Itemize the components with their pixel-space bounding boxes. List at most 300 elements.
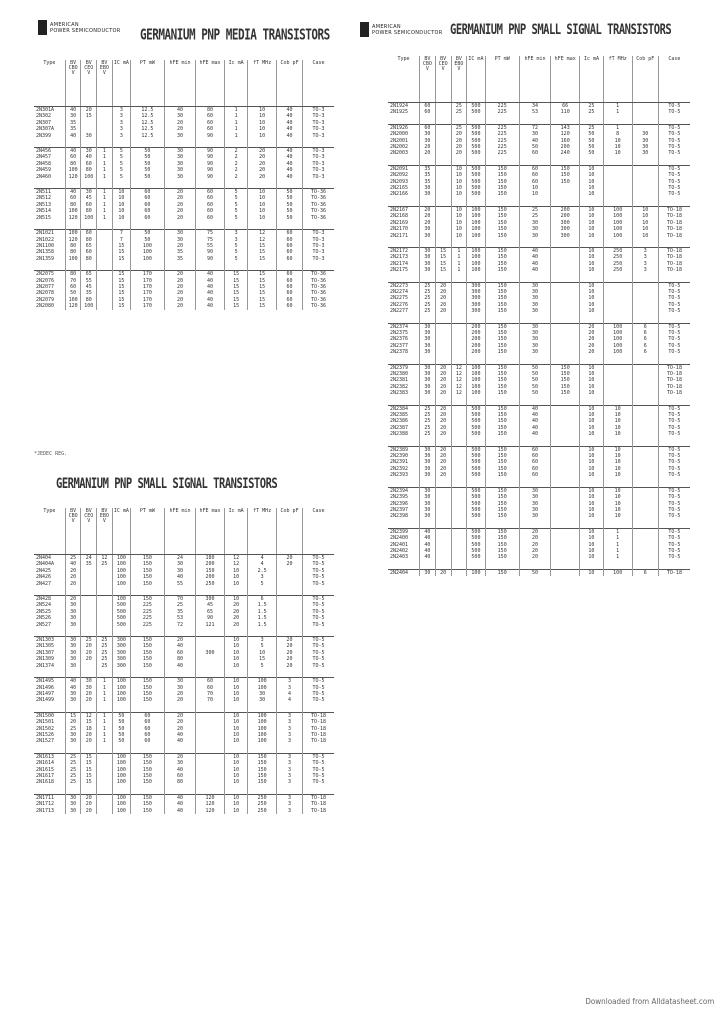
value-cell: 10 (224, 732, 247, 738)
gap-cell (467, 397, 485, 406)
value-cell (551, 282, 580, 289)
type-cell: 2N2401 (388, 542, 420, 548)
value-cell: 100 (81, 174, 97, 180)
value-cell: 2 (224, 174, 247, 180)
column-header: Type (34, 508, 65, 555)
gap-cell (277, 669, 303, 678)
value-cell: 10 (248, 133, 277, 139)
gap-cell (388, 479, 420, 488)
value-cell: 150 (130, 555, 164, 562)
group-gap (34, 786, 334, 795)
gap-cell (130, 180, 164, 189)
value-cell: 20 (580, 330, 604, 336)
value-cell: 1 (97, 208, 113, 214)
value-cell: 150 (130, 643, 164, 649)
value-cell: 150 (485, 267, 519, 273)
group-gap (34, 704, 334, 713)
value-cell: 200 (551, 213, 580, 219)
gap-cell (603, 315, 632, 324)
value-cell: 5 (112, 161, 130, 167)
gap-cell (658, 157, 690, 166)
value-cell: 150 (485, 542, 519, 548)
gap-cell (580, 520, 604, 529)
gap-cell (81, 786, 97, 795)
type-cell: 2N1926 (388, 124, 420, 131)
value-cell: TO-18 (666, 267, 682, 274)
value-cell: 100 (112, 767, 130, 773)
value-cell: 10 (632, 220, 658, 226)
column-header: BV CBO V (65, 60, 81, 107)
value-cell: 12.5 (130, 113, 164, 119)
value-cell: 100 (65, 256, 81, 262)
value-cell: 90 (196, 249, 225, 255)
value-cell: 35 (81, 290, 97, 296)
gap-cell (603, 479, 632, 488)
value-cell: TO-18 (666, 377, 682, 384)
value-cell: 100 (112, 753, 130, 760)
value-cell: 1 (97, 726, 113, 732)
value-cell: 500 (467, 418, 485, 424)
value-cell: 80 (81, 256, 97, 262)
value-cell: 6 (632, 569, 658, 576)
value-cell (97, 303, 113, 309)
value-cell: 15 (81, 773, 97, 779)
gap-cell (248, 587, 277, 596)
value-cell: 30 (420, 371, 436, 377)
type-cell: 2N526 (34, 615, 65, 621)
value-cell: 1 (224, 120, 247, 126)
gap-cell (277, 180, 303, 189)
value-cell: 20 (435, 472, 451, 478)
value-cell: 225 (130, 615, 164, 621)
group-gap (388, 479, 690, 488)
value-cell: 300 (112, 663, 130, 669)
value-cell: 53 (164, 615, 195, 621)
value-cell: 150 (130, 773, 164, 779)
table-row (388, 405, 690, 412)
value-cell: 25 (420, 308, 436, 314)
value-cell: 45 (81, 195, 97, 201)
gap-cell (34, 221, 65, 230)
value-cell: 15 (81, 767, 97, 773)
value-cell: 200 (467, 336, 485, 342)
column-header: BV CBO V (420, 56, 436, 103)
value-cell: 150 (485, 405, 519, 412)
value-cell: 30 (248, 691, 277, 697)
value-cell: 30 (65, 656, 81, 662)
value-cell: 100 (467, 261, 485, 267)
gap-cell (224, 180, 247, 189)
value-cell: 1.5 (248, 609, 277, 615)
value-cell: 60 (196, 208, 225, 214)
value-cell: 150 (485, 446, 519, 453)
type-cell: 2N2174 (388, 261, 420, 267)
value-cell: 20 (81, 107, 97, 114)
value-cell: 15 (248, 243, 277, 249)
value-cell: 1 (97, 154, 113, 160)
value-cell: 100 (65, 230, 81, 237)
value-cell: 100 (467, 226, 485, 232)
group-gap (34, 587, 334, 596)
gap-cell (451, 157, 467, 166)
value-cell: 40 (164, 107, 195, 114)
gap-cell (112, 139, 130, 148)
value-cell: 15 (112, 303, 130, 309)
value-cell: 150 (248, 773, 277, 779)
value-cell: 60 (130, 195, 164, 201)
gap-cell (658, 479, 690, 488)
value-cell: 40 (420, 554, 436, 560)
value-cell: 20 (65, 568, 81, 574)
gap-cell (519, 116, 551, 125)
gap-cell (277, 139, 303, 148)
value-cell: 10 (224, 568, 247, 574)
gap-cell (81, 745, 97, 754)
value-cell: 10 (451, 220, 467, 226)
gap-cell (34, 704, 65, 713)
value-cell: 30 (81, 133, 97, 139)
type-cell: 2N2383 (388, 390, 420, 396)
value-cell: TO-3 (312, 154, 325, 161)
column-header: Ic mA (224, 60, 247, 107)
type-cell: 2N2275 (388, 295, 420, 301)
value-cell: TO-5 (312, 690, 325, 697)
value-cell: 2 (224, 154, 247, 160)
gap-cell (485, 397, 519, 406)
value-cell: 150 (130, 581, 164, 587)
value-cell: TO-5 (668, 172, 681, 179)
gap-cell (388, 520, 420, 529)
value-cell (451, 446, 467, 453)
value-cell: 3 (277, 726, 303, 732)
value-cell: 10 (451, 206, 467, 213)
value-cell: 25 (580, 124, 604, 131)
gap-cell (580, 397, 604, 406)
column-header: BV EBO V (97, 508, 113, 555)
gap-cell (420, 520, 436, 529)
value-cell: 40 (420, 535, 436, 541)
gap-cell (277, 786, 303, 795)
value-cell (435, 323, 451, 330)
value-cell: 100 (467, 371, 485, 377)
value-cell: 200 (467, 323, 485, 330)
value-cell: 25 (164, 602, 195, 608)
type-cell: 2N2398 (388, 513, 420, 519)
column-header: fT MHz (603, 56, 632, 103)
value-cell: 10 (603, 472, 632, 478)
column-header: Case (658, 56, 690, 103)
value-cell: 100 (248, 719, 277, 725)
value-cell: 20 (580, 343, 604, 349)
value-cell: 10 (603, 446, 632, 453)
value-cell: 100 (65, 208, 81, 214)
value-cell: 20 (164, 243, 195, 249)
value-cell (551, 487, 580, 494)
gap-cell (551, 479, 580, 488)
value-cell: 60 (277, 249, 303, 255)
value-cell: 1 (97, 189, 113, 196)
value-cell: 150 (130, 760, 164, 766)
value-cell: 40 (519, 418, 551, 424)
value-cell: 500 (467, 453, 485, 459)
gap-cell (485, 315, 519, 324)
gap-cell (277, 704, 303, 713)
gap-cell (632, 397, 658, 406)
type-cell: 2N2379 (388, 364, 420, 371)
value-cell: 150 (485, 213, 519, 219)
value-cell: 20 (451, 150, 467, 156)
value-cell: 20 (580, 349, 604, 355)
value-cell: 20 (81, 656, 97, 662)
value-cell: 30 (519, 513, 551, 519)
value-cell: 150 (485, 569, 519, 576)
value-cell: 225 (485, 124, 519, 131)
value-cell (551, 528, 580, 535)
value-cell: TO-5 (668, 191, 681, 198)
value-cell: 20 (435, 418, 451, 424)
value-cell: 20 (164, 208, 195, 214)
value-cell: 30 (519, 343, 551, 349)
value-cell: 25 (97, 561, 113, 567)
gap-cell (65, 745, 81, 754)
value-cell (97, 271, 113, 278)
gap-cell (97, 221, 113, 230)
type-cell: 2N1711 (34, 794, 65, 801)
value-cell: 100 (467, 213, 485, 219)
value-cell: 150 (485, 431, 519, 437)
value-cell: 18 (81, 726, 97, 732)
title-small-right: GERMANIUM PNP SMALL SIGNAL TRANSISTORS (450, 22, 672, 39)
value-cell: 60 (277, 256, 303, 262)
value-cell: 300 (112, 656, 130, 662)
value-cell: 150 (130, 568, 164, 574)
value-cell: 75 (196, 230, 225, 237)
value-cell: 150 (130, 801, 164, 807)
value-cell: 15 (112, 278, 130, 284)
value-cell: 100 (467, 267, 485, 273)
value-cell: 10 (580, 206, 604, 213)
value-cell: TO-5 (668, 494, 681, 501)
value-cell: 500 (467, 542, 485, 548)
value-cell: 10 (580, 535, 604, 541)
value-cell: 5 (248, 643, 277, 649)
value-cell: 100 (603, 206, 632, 213)
value-cell: 30 (519, 308, 551, 314)
type-cell: 2N2175 (388, 267, 420, 273)
gap-cell (519, 239, 551, 248)
value-cell: TO-5 (312, 608, 325, 615)
gap-cell (467, 315, 485, 324)
value-cell: 150 (130, 685, 164, 691)
type-cell: 2N1614 (34, 760, 65, 766)
gap-cell (34, 745, 65, 754)
value-cell (97, 794, 113, 801)
gap-cell (519, 438, 551, 447)
value-cell: 100 (112, 697, 130, 703)
group-gap (388, 561, 690, 570)
value-cell: 150 (485, 412, 519, 418)
value-cell: 40 (277, 120, 303, 126)
value-cell: 500 (467, 494, 485, 500)
value-cell: 40 (65, 133, 81, 139)
group-gap (388, 116, 690, 125)
gap-cell (248, 745, 277, 754)
value-cell: 15 (224, 271, 247, 278)
value-cell: 3 (112, 133, 130, 139)
value-cell: 25 (580, 109, 604, 115)
value-cell: 180 (196, 555, 225, 562)
value-cell: 3 (224, 230, 247, 237)
value-cell: 10 (224, 767, 247, 773)
value-cell: 20 (164, 290, 195, 296)
value-cell: 60 (196, 113, 225, 119)
value-cell: 30 (420, 233, 436, 239)
table-row (34, 712, 334, 719)
value-cell: 50 (277, 202, 303, 208)
value-cell: 90 (196, 174, 225, 180)
gap-cell (467, 356, 485, 365)
gap-cell (632, 198, 658, 207)
type-cell: 2N1358 (34, 249, 65, 255)
value-cell: 3 (277, 794, 303, 801)
value-cell: 25 (97, 643, 113, 649)
gap-cell (81, 262, 97, 271)
gap-cell (112, 669, 130, 678)
value-cell: 25 (451, 109, 467, 115)
value-cell: 10 (580, 220, 604, 226)
value-cell: 60 (420, 124, 436, 131)
value-cell: 50 (130, 154, 164, 160)
value-cell: 2 (224, 148, 247, 155)
gap-cell (658, 561, 690, 570)
value-cell: 500 (467, 535, 485, 541)
value-cell: 60 (519, 446, 551, 453)
value-cell: 12 (224, 555, 247, 562)
value-cell: 120 (551, 131, 580, 137)
value-cell: 50 (519, 371, 551, 377)
value-cell: 50 (112, 712, 130, 719)
value-cell: 100 (112, 685, 130, 691)
value-cell: 40 (65, 107, 81, 114)
value-cell: TO-5 (312, 615, 325, 622)
value-cell: 20 (435, 384, 451, 390)
value-cell: 1 (97, 202, 113, 208)
gap-cell (196, 704, 225, 713)
value-cell: 10 (224, 760, 247, 766)
gap-cell (435, 274, 451, 283)
gap-cell (519, 479, 551, 488)
type-cell: 2N1374 (34, 663, 65, 669)
column-header: hFE max (196, 60, 225, 107)
value-cell: 20 (248, 174, 277, 180)
gap-cell (248, 628, 277, 637)
value-cell: TO-18 (311, 725, 327, 732)
header-row (34, 508, 334, 555)
value-cell: 150 (485, 548, 519, 554)
gap-cell (519, 157, 551, 166)
value-cell: 50 (519, 390, 551, 396)
value-cell: 60 (420, 109, 436, 115)
gap-cell (388, 116, 420, 125)
value-cell: 120 (196, 794, 225, 801)
group-gap (388, 315, 690, 324)
gap-cell (34, 262, 65, 271)
gap-cell (658, 397, 690, 406)
value-cell: TO-3 (312, 173, 325, 180)
gap-cell (164, 745, 195, 754)
value-cell: 40 (164, 738, 195, 744)
gap-cell (632, 479, 658, 488)
value-cell: TO-5 (312, 662, 325, 669)
group-gap (34, 221, 334, 230)
header-row (34, 60, 334, 107)
value-cell: 20 (164, 202, 195, 208)
value-cell: 30 (65, 113, 81, 119)
value-cell: 30 (81, 678, 97, 685)
value-cell: 150 (485, 390, 519, 396)
value-cell: 20 (224, 615, 247, 621)
value-cell: 150 (551, 172, 580, 178)
type-cell: 2N302 (34, 113, 65, 119)
value-cell: TO-5 (668, 295, 681, 302)
type-cell: 2N514 (34, 208, 65, 214)
gap-cell (34, 139, 65, 148)
table-row (34, 808, 334, 814)
type-cell: 2N458 (34, 161, 65, 167)
value-cell: 20 (277, 637, 303, 644)
value-cell: 20 (277, 663, 303, 669)
value-cell (277, 596, 303, 603)
value-cell: 500 (467, 507, 485, 513)
type-cell: 2N2393 (388, 472, 420, 478)
value-cell: 30 (420, 513, 436, 519)
value-cell: 50 (130, 161, 164, 167)
value-cell: 250 (603, 267, 632, 273)
value-cell: 10 (224, 773, 247, 779)
gap-cell (435, 239, 451, 248)
value-cell: TO-36 (303, 271, 334, 278)
value-cell: 30 (519, 302, 551, 308)
value-cell: 250 (248, 808, 277, 814)
value-cell: 3 (248, 637, 277, 644)
value-cell: 12 (248, 230, 277, 237)
group-gap (388, 239, 690, 248)
value-cell: 20 (420, 220, 436, 226)
value-cell: 100 (65, 297, 81, 303)
value-cell: 170 (130, 271, 164, 278)
value-cell: 12.5 (130, 120, 164, 126)
value-cell: 40 (81, 154, 97, 160)
value-cell (551, 405, 580, 412)
value-cell: 20 (435, 295, 451, 301)
value-cell: 65 (196, 609, 225, 615)
value-cell: 10 (580, 569, 604, 576)
value-cell: 20 (81, 794, 97, 801)
value-cell: 10 (451, 185, 467, 191)
type-cell: 2N2381 (388, 377, 420, 383)
gap-cell (551, 315, 580, 324)
value-cell: 6 (632, 336, 658, 342)
value-cell: 55 (81, 278, 97, 284)
gap-cell (485, 116, 519, 125)
value-cell: 15 (81, 760, 97, 766)
value-cell: 30 (420, 226, 436, 232)
gap-cell (97, 139, 113, 148)
value-cell: 10 (248, 195, 277, 201)
value-cell: 20 (435, 371, 451, 377)
value-cell: 30 (420, 330, 436, 336)
value-cell: 70 (164, 596, 195, 603)
